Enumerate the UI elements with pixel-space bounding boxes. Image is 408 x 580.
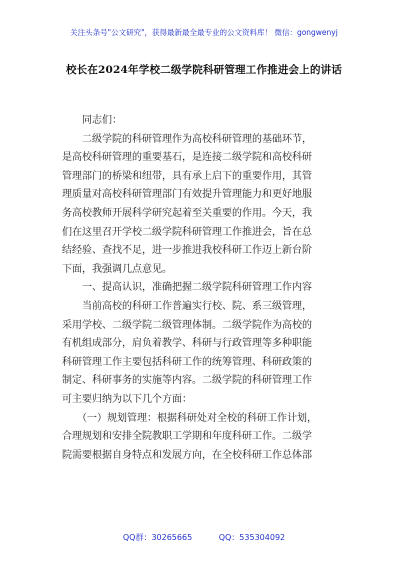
footer-contact bbox=[0, 532, 408, 543]
body-line: 下面，我强调几点意见。 bbox=[62, 263, 172, 275]
body-line: 一、提高认识，准确把握二级学院科研管理工作内容 bbox=[62, 282, 312, 294]
body-line: 科研管理工作主要包括科研工作的统筹管理、科研政策的 bbox=[62, 356, 312, 368]
body-line: 院需要根据自身特点和发展方向，在全校科研工作总体部 bbox=[62, 449, 312, 461]
header-banner: 关注头条号"公文研究"，获得最新最全最专业的公文资料库！ 微信：gongwenyj bbox=[70, 28, 338, 37]
body-line: （一）规划管理：根据科研处对全校的科研工作计划， bbox=[62, 412, 317, 424]
body-line: 制定、科研事务的实施等内容。二级学院的科研管理工作 bbox=[62, 375, 312, 387]
body-line: 理质量对高校科研管理部门有效提升管理能力和更好地服 bbox=[62, 189, 312, 201]
body-line: 有机组成部分，肩负着教学、科研与行政管理等多种职能 bbox=[62, 338, 312, 350]
body-line: 二级学院的科研管理作为高校科研管理的基础环节， bbox=[62, 133, 312, 145]
body-line: 当前高校的科研工作普遍实行校、院、系三级管理， bbox=[62, 300, 312, 312]
body-line: 可主要归纳为以下几个方面： bbox=[62, 393, 192, 405]
body-line: 同志们： bbox=[62, 115, 122, 126]
document-title: 校长在2024年学校二级学院科研管理工作推进会上的讲话 bbox=[65, 64, 343, 76]
footer-qq: QQ：535304092 bbox=[218, 533, 286, 542]
footer-qq-group: QQ群：30265665 bbox=[122, 533, 193, 542]
body-line: 管理部门的桥梁和纽带，具有承上启下的重要作用，其管 bbox=[62, 170, 312, 182]
body-line: 是高校科研管理的重要基石，是连接二级学院和高校科研 bbox=[62, 152, 312, 164]
body-line: 结经验、查找不足，进一步推进我校科研工作迈上新台阶 bbox=[62, 245, 312, 257]
document-body bbox=[62, 112, 362, 465]
body-line: 合理规划和安排全院教职工学期和年度科研工作。二级学 bbox=[62, 431, 312, 443]
body-line: 们在这里召开学校二级学院科研管理工作推进会，旨在总 bbox=[62, 226, 312, 238]
body-line: 务高校教师开展科学研究起着至关重要的作用。今天，我 bbox=[62, 207, 312, 219]
body-line: 采用学校、二级学院二级管理体制。二级学院作为高校的 bbox=[62, 319, 312, 331]
